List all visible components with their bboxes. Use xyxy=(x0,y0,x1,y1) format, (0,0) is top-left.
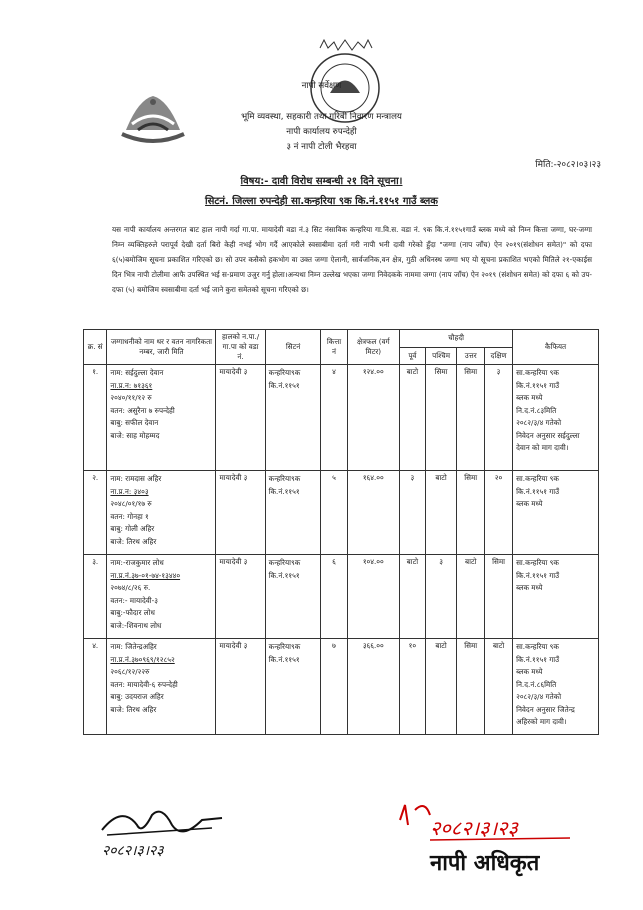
cell-east: बाटो xyxy=(400,365,426,471)
cell-owner-line: बाजे: तिरथ अहिर xyxy=(110,704,157,714)
cell-west: बाटो xyxy=(425,639,457,735)
cell-owner-line: २०७४/८/२६ रु. xyxy=(110,583,151,592)
cell-owner-line: बाजे:-शिवनाथ लोध xyxy=(110,620,162,630)
cell-sheet-line: कन्हरिया९क xyxy=(268,642,301,651)
cell-sheet xyxy=(265,365,321,471)
cell-owner-line: बाजे: साह मोहम्मद xyxy=(110,430,160,440)
cell-remarks-line: ब्लक मध्ये xyxy=(516,393,543,402)
signature-left xyxy=(92,800,242,860)
cell-ward: मायादेवी ३ xyxy=(216,639,265,735)
cell-remarks-line: कि.नं.११५१ गाउँ xyxy=(516,380,560,390)
header-team: ३ नं नापी टोली भैरहवा xyxy=(286,142,357,152)
cell-owner-line: बाजे: तिरथ अहिर xyxy=(110,536,157,546)
cell-remarks-line: अहिरको माग दावी। xyxy=(516,717,567,726)
table-row xyxy=(84,639,599,735)
cell-south: सिमा xyxy=(485,555,513,639)
cell-remarks xyxy=(513,365,599,471)
cell-parcel: ५ xyxy=(321,471,347,555)
cell-remarks-line: देवान को माग दावी। xyxy=(516,443,569,452)
header-department: नापी सर्वेक्षण xyxy=(301,81,342,91)
cell-sn: १. xyxy=(84,365,107,471)
cell-remarks-line: सा.कन्हरिया ९क xyxy=(516,368,559,377)
cell-owner-line: बाबु: उदयराज अहिर xyxy=(110,692,164,701)
notice-body: यस नापी कार्यालय अन्तरगत बाट हाल नापी गर्दा गा.पा. मायादेवी वडा नं.३ सिट नंसाविक कन्हरिया गा.वि.स. वडा नं. ९क कि.नं.११५१गाउँ ब्लक मध्ये को निम्न कित्ता जग्गा, घर-जग्गा निम्न व्यक्तिहरुले परापूर्व देखी दर्ता बिरो केही नभई भोग गर्दै आएकोले स्वसाबीमा दर्ता गरी नापी भनी दावी गरेको हुँदा "जग्गा (नाप जाँच) ऐन २०१९(संशोधन समेत)" को दफा ६(५)बमोजिम सूचना प्रकाशित गरिएको छ। सो उपर कसैको हकभोग वा उक्त जग्गा ऐलानी, सार्वजनिक,वन क्षेत्र, गुठी अधिनस्थ जग्गा भए यो सूचना प्रकाशित भएको मितिले २१-एकाईस दिन भित्र नापी टोलीमा आफै उपस्थित भई स-प्रमाण उजुर गर्नु होला।अन्यथा निम्न उल्लेख भएका जग्गा निवेदकके नाममा जग्गा (नाप जाँच) ऐन २०१९ (संशोधन समेत) को दफा ६ को उप-दफा (५) बमोजिम स्वसाबीमा दर्ता भई जाने कुरा समेतको सूचना गरिएको छ। xyxy=(112,225,592,294)
cell-sheet-line: कि.नं.११५१ xyxy=(268,380,300,390)
cell-ward: मायादेवी ३ xyxy=(216,471,265,555)
cell-remarks-line: ब्लक मध्ये xyxy=(516,499,543,508)
header-east: पूर्व xyxy=(400,347,426,365)
cell-remarks-line: कि.नं.११५१ गाउँ xyxy=(516,570,560,580)
cell-sheet-line: कि.नं.११५१ xyxy=(268,654,300,664)
cell-sheet-line: कि.नं.११५१ xyxy=(268,486,300,496)
table-row xyxy=(84,471,599,555)
cell-sn: २. xyxy=(84,471,107,555)
cell-sheet-line: कि.नं.११५१ xyxy=(268,570,300,580)
cell-owner-line: ना.प्र.न: ३४०३ xyxy=(110,486,149,496)
cell-sheet-line: कन्हरिया९क xyxy=(268,474,301,483)
cell-remarks-line: कि.नं.११५१ गाउँ xyxy=(516,654,560,664)
header-sn: क्र. सं xyxy=(84,330,107,365)
cell-south: बाटो xyxy=(485,639,513,735)
cell-owner-line: बाबु: सफील देवान xyxy=(110,418,159,427)
cell-owner-line: ना.प्र.नं.३७०९६९/१२८५२ xyxy=(110,654,175,664)
cell-north: सिमा xyxy=(457,365,485,471)
cell-east: बाटो xyxy=(400,555,426,639)
cell-area: १०४.०० xyxy=(347,555,399,639)
cell-owner-line: बाबु:-फौदार लोध xyxy=(110,608,155,617)
cell-area: ३६६.०० xyxy=(347,639,399,735)
cell-sheet-line: कन्हरिया९क xyxy=(268,558,301,567)
cell-remarks xyxy=(513,555,599,639)
cell-remarks xyxy=(513,471,599,555)
land-parcel-table xyxy=(83,329,599,735)
signature-right xyxy=(390,800,590,880)
cell-remarks-line: सा.कन्हरिया ९क xyxy=(516,474,559,483)
cell-remarks-line: सा.कन्हरिया ९क xyxy=(516,558,559,567)
cell-remarks-line: २०८२/३/४ गतेको xyxy=(516,692,562,701)
header-owner: जग्गाधनीको नाम थर र वतन नागरिकता नम्बर, जारी मिति xyxy=(107,330,216,365)
cell-owner-line: वतन:- मायादेवी-३ xyxy=(110,595,158,605)
notice-date: मिति:-२०८२।०३।२३ xyxy=(535,160,601,170)
cell-remarks-line: कि.नं.११५१ गाउँ xyxy=(516,486,560,496)
cell-ward: मायादेवी ३ xyxy=(216,555,265,639)
notice-subline: सिटनं. जिल्ला रुपन्देही सा.कन्हरिया ९क कि.नं.११५१ गाउँ ब्लक xyxy=(205,196,438,207)
cell-sn: ३. xyxy=(84,555,107,639)
cell-owner-line: नाम: रामदास अहिर xyxy=(110,474,162,483)
cell-ward: मायादेवी ३ xyxy=(216,365,265,471)
header-area: क्षेत्रफल (वर्ग मिटर) xyxy=(347,330,399,365)
cell-north: सिमा xyxy=(457,471,485,555)
cell-remarks-line: २०८२/३/४ गतेको xyxy=(516,418,562,427)
header-boundary: चौहदी xyxy=(400,330,513,348)
cell-owner xyxy=(107,365,216,471)
cell-parcel: ४ xyxy=(321,365,347,471)
cell-north: बाटो xyxy=(457,555,485,639)
header-ward: हालको न.पा./गा.पा को वडा नं. xyxy=(216,330,265,365)
cell-east: ३ xyxy=(400,471,426,555)
cell-owner xyxy=(107,555,216,639)
table-row xyxy=(84,365,599,471)
cell-owner-line: नाम:-राजकुमार लोध xyxy=(110,558,164,567)
cell-south: ३ xyxy=(485,365,513,471)
cell-owner-line: नाम: सईदुल्ला देवान xyxy=(110,368,164,377)
cell-owner-line: २०४८/०१/१७ रु xyxy=(110,499,152,508)
cell-area: १६४.०० xyxy=(347,471,399,555)
cell-sn: ४. xyxy=(84,639,107,735)
cell-south: २० xyxy=(485,471,513,555)
cell-west: ३ xyxy=(425,555,457,639)
cell-west: बाटो xyxy=(425,471,457,555)
signature-right-date: २०८२।३।२३ xyxy=(430,816,518,840)
cell-owner-line: वतन: गोनहा १ xyxy=(110,511,149,521)
cell-parcel: ६ xyxy=(321,555,347,639)
cell-owner-line: २०६८/१२/२२रु xyxy=(110,667,150,676)
cell-remarks-line: निवेदन अनुसार सईदुल्ला xyxy=(516,430,580,440)
cell-sheet xyxy=(265,639,321,735)
cell-remarks-line: निवेदन अनुसार जितेन्द्र xyxy=(516,704,575,714)
signature-right-title: नापी अधिकृत xyxy=(430,851,540,876)
cell-north: सिमा xyxy=(457,639,485,735)
header-south: दक्षिण xyxy=(485,347,513,365)
cell-remarks-line: नि.द.नं.८३मिति xyxy=(516,405,557,415)
cell-sheet-line: कन्हरिया९क xyxy=(268,368,301,377)
cell-owner-line: नाम: जितेन्द्रअहिर xyxy=(110,642,157,651)
header-remarks: कैफियत xyxy=(513,330,599,365)
table-row xyxy=(84,555,599,639)
header-north: उत्तर xyxy=(457,347,485,365)
cell-sheet xyxy=(265,471,321,555)
cell-owner-line: ना.प्र.नं.३७-०१-७४-१३४४० xyxy=(110,570,181,580)
header-parcel: कित्ता नं xyxy=(321,330,347,365)
cell-owner-line: वतन: मायादेवी-६ रुपन्देही xyxy=(110,679,178,689)
cell-owner xyxy=(107,639,216,735)
cell-owner-line: २०४०/११/१२ रु xyxy=(110,393,152,402)
cell-owner xyxy=(107,471,216,555)
cell-remarks xyxy=(513,639,599,735)
header-ministry: भूमि व्यवस्था, सहकारी तथा गरिबी निवारण मन्त्रालय xyxy=(241,112,402,122)
header-sheet: सिटनं xyxy=(265,330,321,365)
cell-remarks-line: नि.द.नं.८६मिति xyxy=(516,679,557,689)
cell-sheet xyxy=(265,555,321,639)
cell-parcel: ७ xyxy=(321,639,347,735)
cell-west: सिमा xyxy=(425,365,457,471)
header-west: पश्चिम xyxy=(425,347,457,365)
cell-area: १२४.०० xyxy=(347,365,399,471)
header-office: नापी कार्यालय रुपन्देही xyxy=(286,127,357,137)
signature-left-date: २०८२।३।२३ xyxy=(102,843,164,859)
cell-owner-line: वतन: असुरैना ७ रुपन्देही xyxy=(110,405,175,415)
cell-owner-line: ना.प्र.न: ७१३६१ xyxy=(110,380,153,390)
cell-remarks-line: ब्लक मध्ये xyxy=(516,583,543,592)
cell-east: १० xyxy=(400,639,426,735)
cell-remarks-line: सा.कन्हरिया ९क xyxy=(516,642,559,651)
notice-subject: विषय:- दावी विरोध सम्बन्धी २१ दिने सूचना। xyxy=(240,176,403,187)
cell-owner-line: बाबु: गोली अहिर xyxy=(110,524,155,533)
cell-remarks-line: ब्लक मध्ये xyxy=(516,667,543,676)
